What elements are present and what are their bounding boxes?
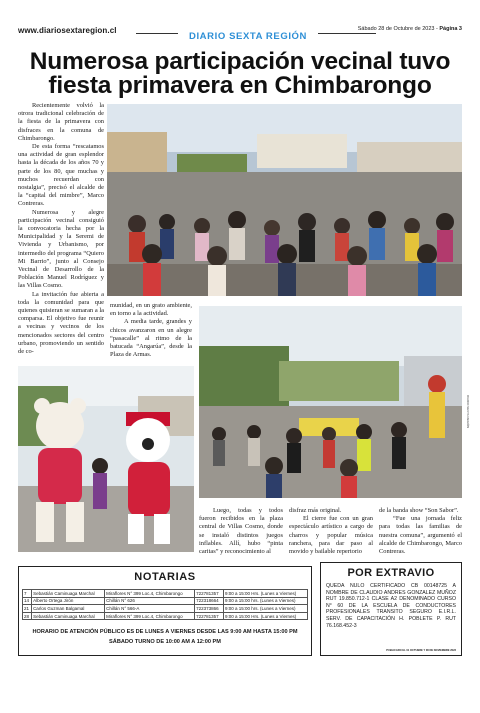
notarias-box	[18, 566, 312, 656]
paragraph: A media tarde, grandes y chicos avanzaron en un alegre “pasacalle” al ritmo de la batucada “Angarúa”, desde la Plaza de Armas.	[110, 318, 192, 359]
extravio-title: POR EXTRAVIO	[347, 567, 435, 579]
website-url[interactable]: www.diariosextaregion.cl	[18, 26, 117, 35]
table-cell: 722373866	[195, 605, 224, 613]
table-cell: Sebastián Caminuaga Marchal	[32, 612, 105, 620]
notarias-saturday: SÁBADO TURNO DE 10:00 AM A 12:00 PM	[109, 639, 221, 645]
page-header	[18, 26, 462, 40]
table-row	[23, 612, 308, 620]
paragraph: De esta forma “rescatamos una actividad de gran esplendor hasta la década de los años 70 y parte de los 80, que muchas y muchos recuerdan con nostalgia”, precisó el alcalde de la “capital del mimbre”, Marco Contreras.	[18, 143, 104, 208]
article-column-5	[379, 507, 462, 556]
issue-date: Sábado 28 de Octubre de 2023 -	[357, 26, 438, 32]
table-cell: Sebastián Caminuaga Marchal	[32, 590, 105, 598]
table-cell: 28	[23, 612, 32, 620]
table-cell: Miraflores N° 399 Loc.4, Chimbarongo	[105, 612, 195, 620]
header-rule-left	[136, 33, 178, 34]
table-cell: Carlos Guzman Balgamal	[32, 605, 105, 613]
table-cell: 722781357	[195, 612, 224, 620]
table-cell: Chillán N° 566-A	[105, 605, 195, 613]
table-cell: 9:00 a 15:00 Hrs. (Lunes a Viernes)	[224, 612, 308, 620]
notarias-hours: HORARIO DE ATENCIÓN PÚBLICO ES DE LUNES A VIERNES DESDE LAS 9:00 AM HASTA 15:00 PM	[32, 629, 298, 635]
extravio-published: PUBLICADO EL 01 OCTUBRE Y 08 DE NOVIEMBRE 2023	[386, 649, 456, 652]
bear-mascot-photo	[18, 366, 194, 552]
table-row	[23, 597, 308, 605]
paragraph: “Fue una jornada feliz para todas las familias de nuestra comuna”, argumentó el alcalde de Chimbarongo, Marco Contreras.	[379, 515, 462, 556]
paragraph: munidad, en un grato ambiente, en torno a la actividad.	[110, 302, 192, 318]
table-cell: 9:00 a 15:00 Hrs. (Lunes a Viernes)	[224, 590, 308, 598]
table-cell: Miraflores N° 399 Loc.4, Chimbarongo	[105, 590, 195, 598]
side-credit: DIARIO SEXTA REGIÓN	[466, 395, 470, 429]
table-cell: 14	[23, 597, 32, 605]
street-parade-photo	[107, 104, 462, 296]
table-cell: 9:00 a 15:00 hrs. (Lunes a Viernes)	[224, 605, 308, 613]
article-column-3	[199, 507, 283, 556]
paragraph: Luego, todas y todos fueron recibidos en la plaza central de Villas Cosmo, donde se instaló distintos juegos inflables. Allí, hubo “pinta caritas” y reconocimiento al	[199, 507, 283, 556]
newspaper-brand: DIARIO SEXTA REGIÓN	[188, 31, 308, 42]
article-column-1	[18, 102, 104, 356]
table-row	[23, 590, 308, 598]
notarias-title: NOTARIAS	[134, 571, 196, 583]
table-cell: 722781357	[195, 590, 224, 598]
table-cell: Chillán N° 626	[105, 597, 195, 605]
paragraph: Recientemente volvió la otrora tradicional celebración de la fiesta de la primavera con disfraces en la comuna de Chimbarongo.	[18, 102, 104, 142]
table-row	[23, 605, 308, 613]
table-cell: 7	[23, 590, 32, 598]
extravio-box	[320, 562, 462, 656]
article-column-4	[289, 507, 373, 556]
paragraph: Numerosa y alegre participación vecinal consiguió la convocatoria hecha por la Municipalidad y la Seremi de Vivienda y Urbanismo, por intermedio del programa “Quiero Mi Barrio”, junto al Consejo Vecinal de Desarrollo de la Población Manuel Rodríguez y las Villas Cosmo.	[18, 208, 104, 290]
headline-line-2: fiesta primavera en Chimbarongo	[48, 72, 432, 99]
table-cell: 722318664	[195, 597, 224, 605]
table-cell: 21	[23, 605, 32, 613]
extravio-body: QUEDA NULO CERTIFICADO CB 00148725 A NOMBRE DE CLAUDIO ANDRES GONZALEZ MUÑOZ RUT 19.850.712-1 CLASE A2 DENOMINADO CURSO N° 60 DE LA ESCUELA DE CONDUCTORES PROFESIONALES TRANSITO SEGURO E.I.R.L. SERV. DE CAPACITACIÓN H. POBLETE P. RUT 76.168.452-3	[326, 583, 456, 629]
headline-line-1: Numerosa participación vecinal tuvo	[29, 48, 451, 75]
table-cell: Alberto Ortega Jirón	[32, 597, 105, 605]
page-number: Página 3	[439, 26, 462, 32]
paragraph: de la banda show “Son Sabor”.	[379, 507, 459, 514]
paragraph: El cierre fue con un gran espectáculo artístico a cargo de charros y popular música ranchera, para dar paso al movido y bailable repertorio	[289, 515, 373, 556]
article-column-2	[110, 302, 192, 359]
street-procession-photo	[199, 306, 462, 498]
article-headline	[18, 50, 462, 98]
dateline	[358, 26, 462, 32]
table-cell: 9:00 a 15:00 hrs. (Lunes a Viernes)	[224, 597, 308, 605]
header-rule-right	[318, 33, 376, 34]
paragraph: disfraz más original.	[289, 507, 342, 514]
paragraph: La invitación fue abierta a toda la comunidad para que quienes quisieran se sumaran a la comparsa. El objetivo fue reunir a vecinas y vecinos de los mencionados sectores del centro urbano, promoviendo un sentido de co-	[18, 290, 104, 356]
notarias-table	[22, 589, 308, 620]
